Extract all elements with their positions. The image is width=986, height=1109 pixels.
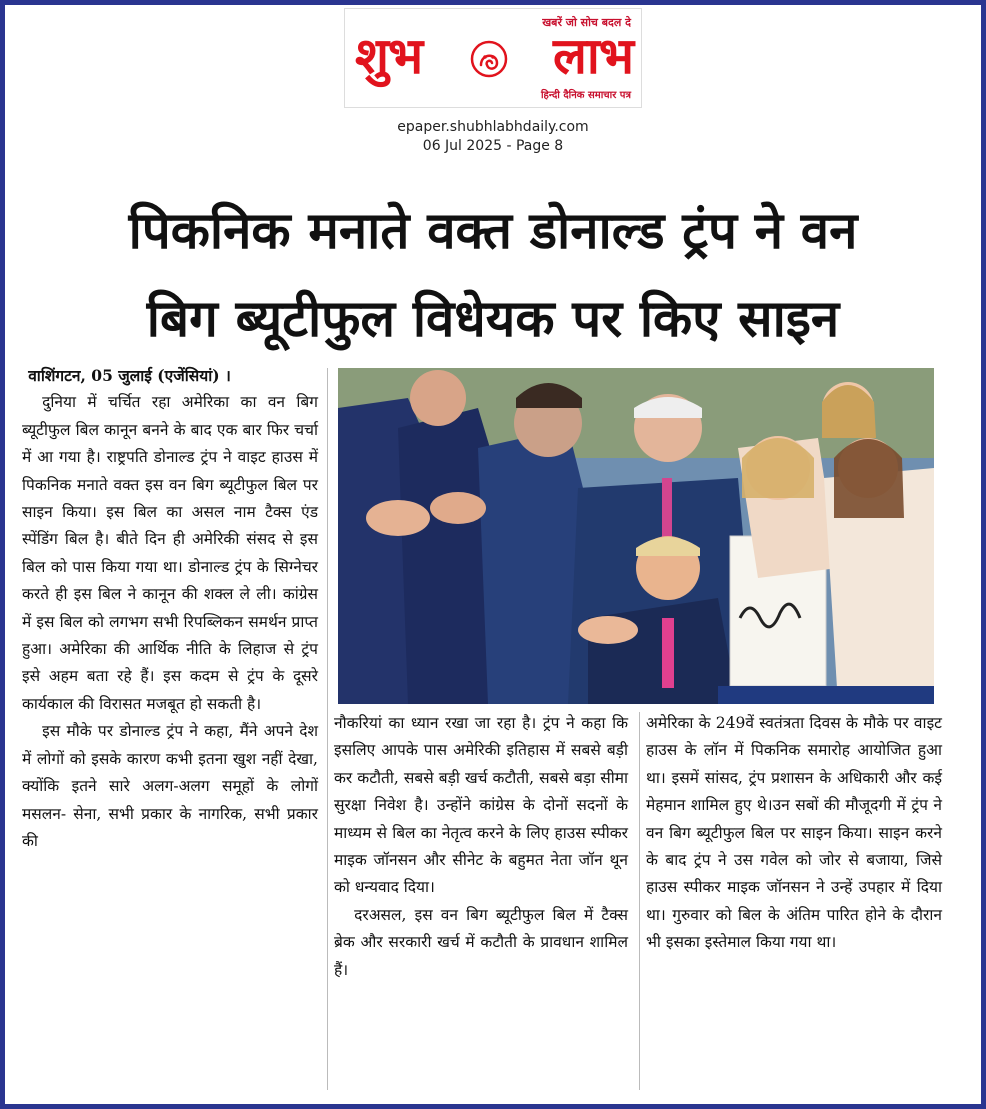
article-paragraph: दरअसल, इस वन बिग ब्यूटीफुल बिल में टैक्स ब्रेक और सरकारी खर्च में कटौती के प्रावधान शामिल हैं। bbox=[334, 905, 628, 979]
logo-word-right: लाभ bbox=[553, 27, 633, 85]
masthead-tagline-bottom: हिन्दी दैनिक समाचार पत्र bbox=[540, 90, 631, 101]
ganesha-emblem-icon bbox=[469, 39, 509, 79]
article-column-3 bbox=[646, 710, 942, 957]
headline-line-2: बिग ब्यूटीफुल विधेयक पर किए साइन bbox=[146, 290, 840, 349]
headline bbox=[20, 188, 966, 364]
article-paragraph: दुनिया में चर्चित रहा अमेरिका का वन बिग ब्यूटीफुल बिल कानून बनने के बाद एक बार फिर चर्चा में आ गया है। राष्ट्रपति डोनाल्ड ट्रंप ने वाइट हाउस में पिकनिक मनाते वक्त इस वन बिग ब्यूटीफुल बिल पर साइन किया। इस बिल का असल नाम टैक्स एंड स्पेंडिंग बिल है। बीते दिन ही अमेरिकी संसद से इस बिल को पास किया गया था। डोनाल्ड ट्रंप के सिग्नेचर करते ही इस बिल ने कानून की शक्ल ले ली। कांग्रेस में इस बिल को लगभग सभी रिपब्लिकन समर्थन प्राप्त हुआ। अमेरिका की आर्थिक नीति के लिहाज से ट्रंप इसे अहम बता रहे हैं। इस कदम से ट्रंप के दूसरे कार्यकाल की विरासत मजबूत हो सकती है। bbox=[22, 393, 318, 713]
article-paragraph: अमेरिका के 249वें स्वतंत्रता दिवस के मौके पर वाइट हाउस के लॉन में पिकनिक समारोह आयोजित हुआ था। इसमें सांसद, ट्रंप प्रशासन के अधिकारी और कई मेहमान शामिल हुए थे।उन सबों की मौजूदगी में ट्रंप ने वन बिग ब्यूटीफुल बिल पर साइन किया। साइन करने के बाद ट्रंप ने उस गवेल को जोर से बजाया, जिसे हाउस स्पीकर माइक जॉनसन ने उन्हें उपहार में दिया था। गुरुवार को बिल के अंतिम पारित होने के दौरान भी इसका इस्तेमाल किया गया था। bbox=[646, 714, 942, 952]
masthead bbox=[344, 8, 642, 108]
source-url: epaper.shubhlabhdaily.com bbox=[397, 119, 589, 135]
article-column-1 bbox=[22, 362, 318, 855]
logo-word-left: शुभ bbox=[355, 27, 423, 85]
newspaper-logo bbox=[351, 27, 637, 85]
headline-line-1: पिकनिक मनाते वक्त डोनाल्ड ट्रंप ने वन bbox=[128, 202, 858, 261]
masthead-tagline-top: खबरें जो सोच बदल दे bbox=[542, 16, 631, 29]
article-photo bbox=[338, 368, 934, 704]
article-paragraph: इस मौके पर डोनाल्ड ट्रंप ने कहा, मैंने अपने देश में लोगों को इसके कारण कभी इतना खुश नहीं देखा, क्योंकि इतने सारे अलग-अलग समूहों के लोगों मसलन- सेना, सभी प्रकार के नागरिक, सभी प्रकार की bbox=[22, 722, 318, 850]
column-divider bbox=[327, 368, 328, 1090]
signing-ceremony-photo bbox=[338, 368, 934, 704]
source-info bbox=[0, 118, 986, 156]
article-column-2 bbox=[334, 710, 628, 984]
article-paragraph: नौकरियां का ध्यान रखा जा रहा है। ट्रंप ने कहा कि इसलिए आपके पास अमेरिकी इतिहास में सबसे बड़ी कर कटौती, सबसे बड़ी खर्च कटौती, सबसे बड़ा सीमा सुरक्षा निवेश है। उन्होंने कांग्रेस के दोनों सदनों के माध्यम से बिल का नेतृत्व करने के लिए हाउस स्पीकर माइक जॉनसन और सीनेट के बहुमत नेता जॉन थून को धन्यवाद दिया। bbox=[334, 714, 628, 897]
source-date-page: 06 Jul 2025 - Page 8 bbox=[422, 138, 564, 154]
dateline: वाशिंगटन, 05 जुलाई (एजेंसियां) । bbox=[28, 366, 231, 385]
column-divider bbox=[639, 712, 640, 1090]
